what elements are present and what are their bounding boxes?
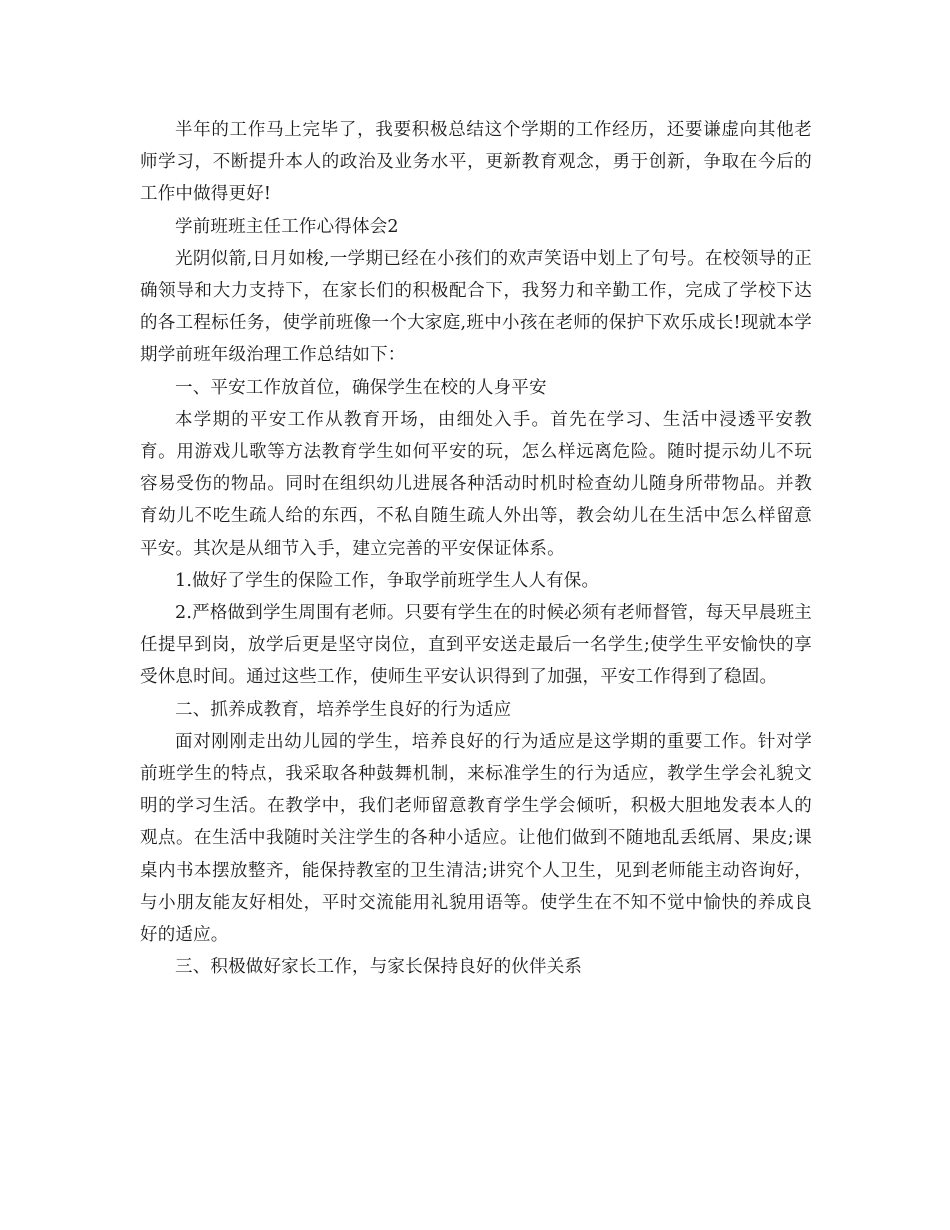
- list-item-supervision: 2.严格做到学生周围有老师。只要有学生在的时候必须有老师督管，每天早晨班主任提早到岗，放学后更是坚守岗位，直到平安送走最后一名学生;使学生平安愉快的享受休息时间。通过这些工作，使师生平安认识得到了加强，平安工作得到了稳固。: [140, 603, 812, 688]
- list-item-insurance: 1.做好了学生的保险工作，争取学前班学生人人有保。: [175, 570, 600, 591]
- paragraph-safety: 本学期的平安工作从教育开场，由细处入手。首先在学习、生活中浸透平安教育。用游戏儿歌等方法教育学生如何平安的玩，怎么样远离危险。随时提示幼儿不玩容易受伤的物品。同时在组织幼儿进展各种活动时机时检查幼儿随身所带物品。并教育幼儿不吃生疏人给的东西，不私自随生疏人外出等，教会幼儿在生活中怎么样留意平安。其次是从细节入手，建立完善的平安保证体系。: [140, 409, 812, 559]
- article-title: 学前班班主任工作心得体会2: [175, 216, 399, 237]
- paragraph-summary: 半年的工作马上完毕了，我要积极总结这个学期的工作经历，还要谦虚向其他老师学习，不断提升本人的政治及业务水平，更新教育观念，勇于创新，争取在今后的工作中做得更好!: [140, 120, 812, 205]
- paragraph-habits: 面对刚刚走出幼儿园的学生，培养良好的行为适应是这学期的重要工作。针对学前班学生的特点，我采取各种鼓舞机制，来标准学生的行为适应，教学生学会礼貌文明的学习生活。在教学中，我们老师留意教育学生学会倾听，积极大胆地发表本人的观点。在生活中我随时关注学生的各种小适应。让他们做到不随地乱丢纸屑、果皮;课桌内书本摆放整齐，能保持教室的卫生清洁;讲究个人卫生，见到老师能主动咨询好，与小朋友能友好相处，平时交流能用礼貌用语等。使学生在不知不觉中愉快的养成良好的适应。: [140, 731, 812, 946]
- section-heading-habits: 二、抓养成教育，培养学生良好的行为适应: [175, 699, 512, 720]
- section-heading-parents: 三、积极做好家长工作，与家长保持良好的伙伴关系: [175, 957, 583, 978]
- document-body: [140, 114, 812, 983]
- paragraph-intro: 光阴似箭,日月如梭,一学期已经在小孩们的欢声笑语中划上了句号。在校领导的正确领导和大力支持下，在家长们的积极配合下，我努力和辛勤工作，完成了学校下达的各工程标任务，使学前班像一个大家庭,班中小孩在老师的保护下欢乐成长!现就本学期学前班年级治理工作总结如下：: [140, 248, 812, 366]
- section-heading-safety: 一、平安工作放首位，确保学生在校的人身平安: [175, 377, 547, 398]
